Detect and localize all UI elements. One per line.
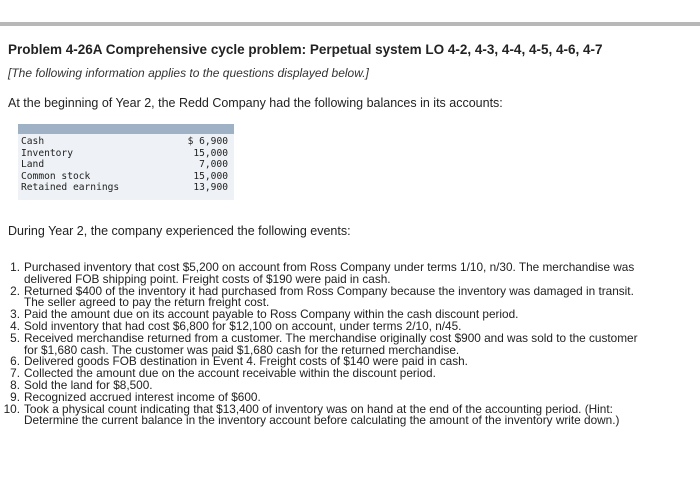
event-text-line: Paid the amount due on its account payable to Ross Company within the cash discount period. [24, 307, 519, 322]
balance-row [18, 148, 234, 160]
event-text-line: The seller agreed to pay the return freight cost. [24, 295, 270, 310]
event-text-line: Recognized accrued interest income of $600. [24, 389, 261, 404]
event-item [0, 283, 700, 310]
event-text-line: Returned $400 of the inventory it had purchased from Ross Company because the inventory was damaged in transit. [24, 283, 634, 298]
event-number: 8. [10, 377, 20, 392]
event-item [0, 401, 700, 428]
balance-amount: 15,000 [193, 147, 228, 159]
events-intro: During Year 2, the company experienced the following events: [8, 224, 351, 238]
event-text-line: Took a physical count indicating that $13,400 of inventory was on hand at the end of the accounting period. (Hint: [24, 401, 613, 416]
event-text-line: Collected the amount due on the account receivable within the discount period. [24, 366, 436, 381]
event-text-line: Received merchandise returned from a customer. The merchandise originally cost $900 and was sold to the customer [24, 330, 638, 345]
event-text [24, 283, 684, 310]
event-number: 2. [10, 283, 20, 298]
event-item [0, 330, 700, 357]
events-list [0, 262, 700, 427]
event-text-line: delivered FOB shipping point. Freight costs of $190 were paid in cash. [24, 271, 391, 286]
balance-account-name: Cash [21, 136, 45, 147]
balance-account-name: Inventory [21, 147, 73, 159]
event-number: 1. [10, 260, 20, 274]
balance-account-name: Common stock [21, 170, 91, 182]
event-number: 5. [10, 330, 20, 345]
problem-subtitle: [The following information applies to the questions displayed below.] [8, 66, 369, 80]
event-text [24, 262, 684, 286]
event-number: 3. [10, 307, 20, 322]
event-item [0, 262, 700, 286]
event-text-line: Sold the land for $8,500. [24, 377, 153, 392]
balances-table-header [18, 124, 234, 134]
event-number: 9. [10, 389, 20, 404]
balance-row [18, 159, 234, 171]
top-divider [0, 22, 700, 26]
event-text [24, 330, 684, 357]
event-text-line: Delivered goods FOB destination in Event 4. Freight costs of $140 were paid in cash. [24, 354, 468, 369]
balance-account-name: Retained earnings [21, 182, 120, 193]
event-text-line: Sold inventory that had cost $6,800 for $12,100 on account, under terms 2/10, n/45. [24, 318, 462, 333]
balance-amount: 15,000 [193, 170, 228, 182]
event-text [24, 401, 684, 428]
event-text-line: for $1,680 cash. The customer was paid $1,680 cash for the returned merchandise. [24, 342, 460, 357]
event-number: 4. [10, 318, 20, 333]
event-text-line: Determine the current balance in the inventory account before calculating the amount of the inventory write down.) [24, 413, 620, 428]
balance-account-name: Land [21, 159, 45, 170]
balance-amount: 7,000 [199, 159, 228, 170]
event-number: 7. [10, 366, 20, 381]
balance-row [18, 136, 234, 148]
balances-table-body [18, 134, 234, 200]
event-number: 6. [10, 354, 20, 369]
balance-amount: $ 6,900 [187, 136, 228, 147]
balance-amount: 13,900 [193, 182, 228, 193]
event-text-line: Purchased inventory that cost $5,200 on account from Ross Company under terms 1/10, n/30. The merchandise was [24, 260, 635, 274]
problem-intro: At the beginning of Year 2, the Redd Company had the following balances in its accounts: [8, 96, 503, 110]
event-number: 10. [3, 401, 20, 416]
balance-row [18, 171, 234, 183]
problem-title: Problem 4-26A Comprehensive cycle problem: Perpetual system LO 4-2, 4-3, 4-4, 4-5, 4-6, 4-7 [8, 42, 603, 57]
balance-row [18, 182, 234, 194]
beginning-balances-table [18, 124, 234, 200]
